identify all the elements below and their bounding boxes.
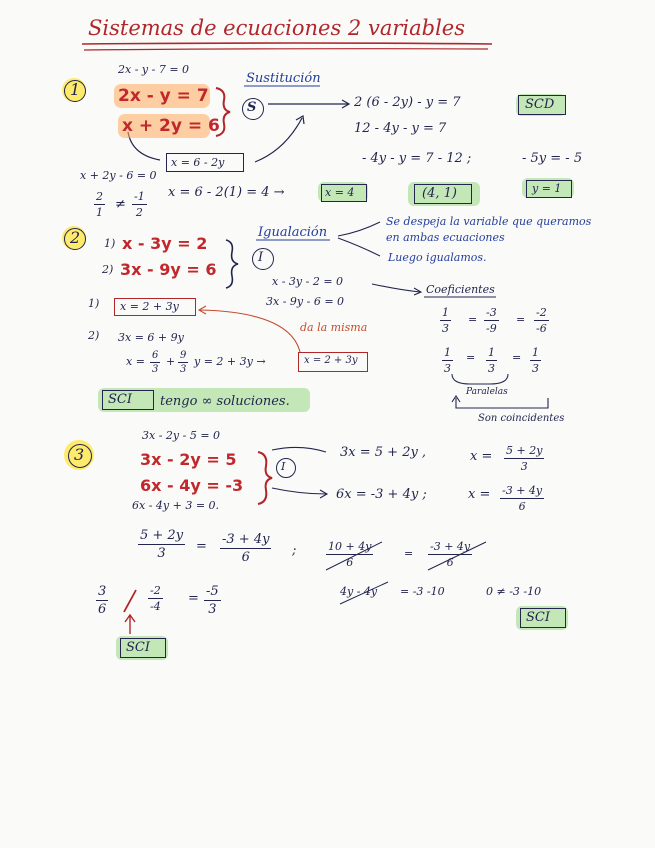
- iso2-index: 2): [88, 329, 100, 342]
- eqfrac-left: [138, 528, 185, 561]
- eqfrac-b-right-den: 6: [446, 556, 454, 569]
- semicolon: ;: [292, 543, 297, 558]
- eqfrac-b-left-den: 6: [346, 556, 354, 569]
- sci-left-tag: SCI: [126, 640, 150, 655]
- coef-frac: [534, 306, 549, 335]
- step-3: - 4y - y = 7 - 12 ;: [362, 151, 472, 166]
- method-mark-s: S: [247, 100, 257, 115]
- eqfrac-right: [220, 532, 271, 565]
- row1-left: 3x = 5 + 2y ,: [340, 445, 427, 460]
- coef-den: 3: [488, 362, 495, 375]
- section3-eq1: 3x - 2y = 5: [140, 450, 237, 469]
- coef-num: 1: [488, 346, 495, 359]
- eq-a: x - 3y - 2 = 0: [272, 275, 344, 288]
- method-mark-i: I: [258, 250, 264, 265]
- section2-eq2: 3x - 9y = 6: [120, 260, 217, 279]
- final-mid: = -3 -10: [400, 585, 445, 598]
- frac2: [178, 350, 188, 375]
- coef-den: -9: [486, 322, 497, 335]
- ratio-b-num: -1: [134, 190, 145, 203]
- section3-eq2: 6x - 4y = -3: [140, 476, 244, 495]
- ratio-b-num: -2: [150, 584, 161, 597]
- ratio-c: [204, 584, 221, 617]
- equals-sign: =: [468, 313, 478, 326]
- coef-frac: [484, 306, 499, 335]
- sci-tag: SCI: [108, 392, 132, 407]
- x-calculation: x = 6 - 2(1) = 4 →: [168, 185, 285, 200]
- coef-frac: [530, 346, 541, 375]
- row2-frac: [500, 484, 544, 513]
- eqfrac-right-num: -3 + 4y: [222, 532, 270, 547]
- coef-num: -2: [536, 306, 547, 319]
- coef-num: 1: [442, 306, 449, 319]
- sci-right-tag: SCI: [526, 610, 550, 625]
- equals-sign: =: [516, 313, 526, 326]
- note-line-2: en ambas ecuaciones: [386, 231, 505, 244]
- iso1-index: 1): [88, 297, 100, 310]
- eq-b: 3x - 9y - 6 = 0: [266, 295, 345, 308]
- iso1: x = 2 + 3y: [120, 300, 179, 313]
- method-mark-circle: [276, 458, 296, 478]
- ratio-a-num: 3: [98, 584, 107, 599]
- section1-number: 1: [70, 80, 81, 99]
- x-eq-tail: y = 2 + 3y →: [194, 355, 266, 368]
- iso2: 3x = 6 + 9y: [118, 331, 184, 344]
- x-eq-a: x =: [126, 355, 145, 368]
- ratio-b-den: 2: [135, 206, 143, 219]
- coef-den: -6: [536, 322, 547, 335]
- ratio-a: [94, 190, 105, 219]
- row1-num: 5 + 2y: [506, 444, 543, 457]
- page-title: Sistemas de ecuaciones 2 variables: [88, 16, 465, 40]
- section3-eq-top: 3x - 2y - 5 = 0: [142, 429, 221, 442]
- frac1-num: 6: [152, 350, 159, 361]
- row1-frac: [504, 444, 544, 473]
- eqfrac-b-left: [326, 540, 373, 569]
- row1-den: 3: [520, 460, 528, 473]
- equals-sign: =: [404, 547, 414, 560]
- frac1-den: 3: [152, 364, 159, 375]
- coef-den: 3: [444, 362, 451, 375]
- ratio-a-den: 6: [98, 602, 107, 617]
- section3-eq-bottom: 6x - 4y + 3 = 0.: [132, 499, 220, 512]
- eqfrac-b-right: [428, 540, 472, 569]
- isolated-expression: x = 6 - 2y: [171, 156, 225, 169]
- ratio-a-den: 1: [96, 206, 103, 219]
- ratio-c-den: 3: [208, 602, 217, 617]
- y-result: y = 1: [532, 182, 562, 195]
- ratio-neq: ≠: [115, 197, 126, 212]
- eqfrac-right-den: 6: [241, 550, 250, 565]
- eqfrac-b-left-num: 10 + 4y: [328, 540, 372, 553]
- plus-sign: +: [166, 355, 176, 368]
- note-line-1: Se despeja la variable que queramos: [386, 215, 592, 228]
- ratio-b: [132, 190, 147, 219]
- final-right: 0 ≠ -3 -10: [486, 585, 542, 598]
- eqfrac-left-den: 3: [157, 546, 166, 561]
- coef-frac: [440, 306, 451, 335]
- method-label-igualacion: Igualación: [258, 225, 328, 240]
- section2-eq1-index: 1): [104, 237, 116, 250]
- step-1: 2 (6 - 2y) - y = 7: [354, 95, 461, 110]
- method-mark-i: I: [281, 460, 286, 473]
- frac2-den: 3: [180, 364, 187, 375]
- eqfrac-left-num: 5 + 2y: [140, 528, 184, 543]
- equals-sign: =: [466, 351, 476, 364]
- coef-frac: [486, 346, 497, 375]
- section1-eq1: 2x - y = 7: [118, 86, 209, 106]
- coef-frac: [442, 346, 453, 375]
- section1-eq2: x + 2y = 6: [122, 116, 220, 136]
- section2-eq1: x - 3y = 2: [122, 234, 208, 253]
- equals-sign: =: [188, 591, 199, 606]
- coef-label: Coeficientes: [426, 283, 495, 296]
- section3-number: 3: [74, 445, 85, 464]
- eqfrac-b-right-num: -3 + 4y: [430, 540, 471, 553]
- row2-den: 6: [518, 500, 526, 513]
- sci-text: tengo ∞ soluciones.: [160, 394, 290, 409]
- step-4: - 5y = - 5: [522, 151, 583, 166]
- coincidentes-label: Son coincidentes: [478, 413, 565, 424]
- x-result: x = 4: [325, 186, 355, 199]
- equals-sign: =: [512, 351, 522, 364]
- row1-x: x =: [470, 449, 493, 464]
- section2-eq2-index: 2): [102, 263, 114, 276]
- ratio-b: [148, 584, 163, 613]
- scd-tag: SCD: [525, 97, 555, 112]
- coef-num: 1: [532, 346, 539, 359]
- boxed-result: x = 2 + 3y: [304, 355, 358, 366]
- ratio-a: [96, 584, 108, 617]
- ratio-c-num: -5: [206, 584, 219, 599]
- row2-x: x =: [468, 487, 491, 502]
- frac1: [150, 350, 160, 375]
- step-2: 12 - 4y - y = 7: [354, 121, 447, 136]
- coef-den: 3: [442, 322, 449, 335]
- coef-num: 1: [444, 346, 451, 359]
- row2-left: 6x = -3 + 4y ;: [336, 487, 427, 502]
- coef-num: -3: [486, 306, 497, 319]
- method-label-sustitucion: Sustitución: [246, 71, 321, 86]
- equals-sign: =: [196, 539, 207, 554]
- solution: (4, 1): [422, 186, 457, 201]
- ratio-b-den: -4: [150, 600, 161, 613]
- paralelas-label: Paralelas: [466, 387, 508, 397]
- section1-eq-top: 2x - y - 7 = 0: [118, 63, 190, 76]
- final-left: 4y - 4y: [340, 585, 378, 598]
- note-line-3: Luego igualamos.: [388, 251, 487, 264]
- section1-eq-left: x + 2y - 6 = 0: [80, 169, 157, 182]
- da-la-misma-note: da la misma: [300, 321, 368, 334]
- section2-number: 2: [70, 228, 81, 247]
- frac2-num: 9: [180, 350, 187, 361]
- ratio-a-num: 2: [96, 190, 103, 203]
- row2-num: -3 + 4y: [502, 484, 543, 497]
- coef-den: 3: [532, 362, 539, 375]
